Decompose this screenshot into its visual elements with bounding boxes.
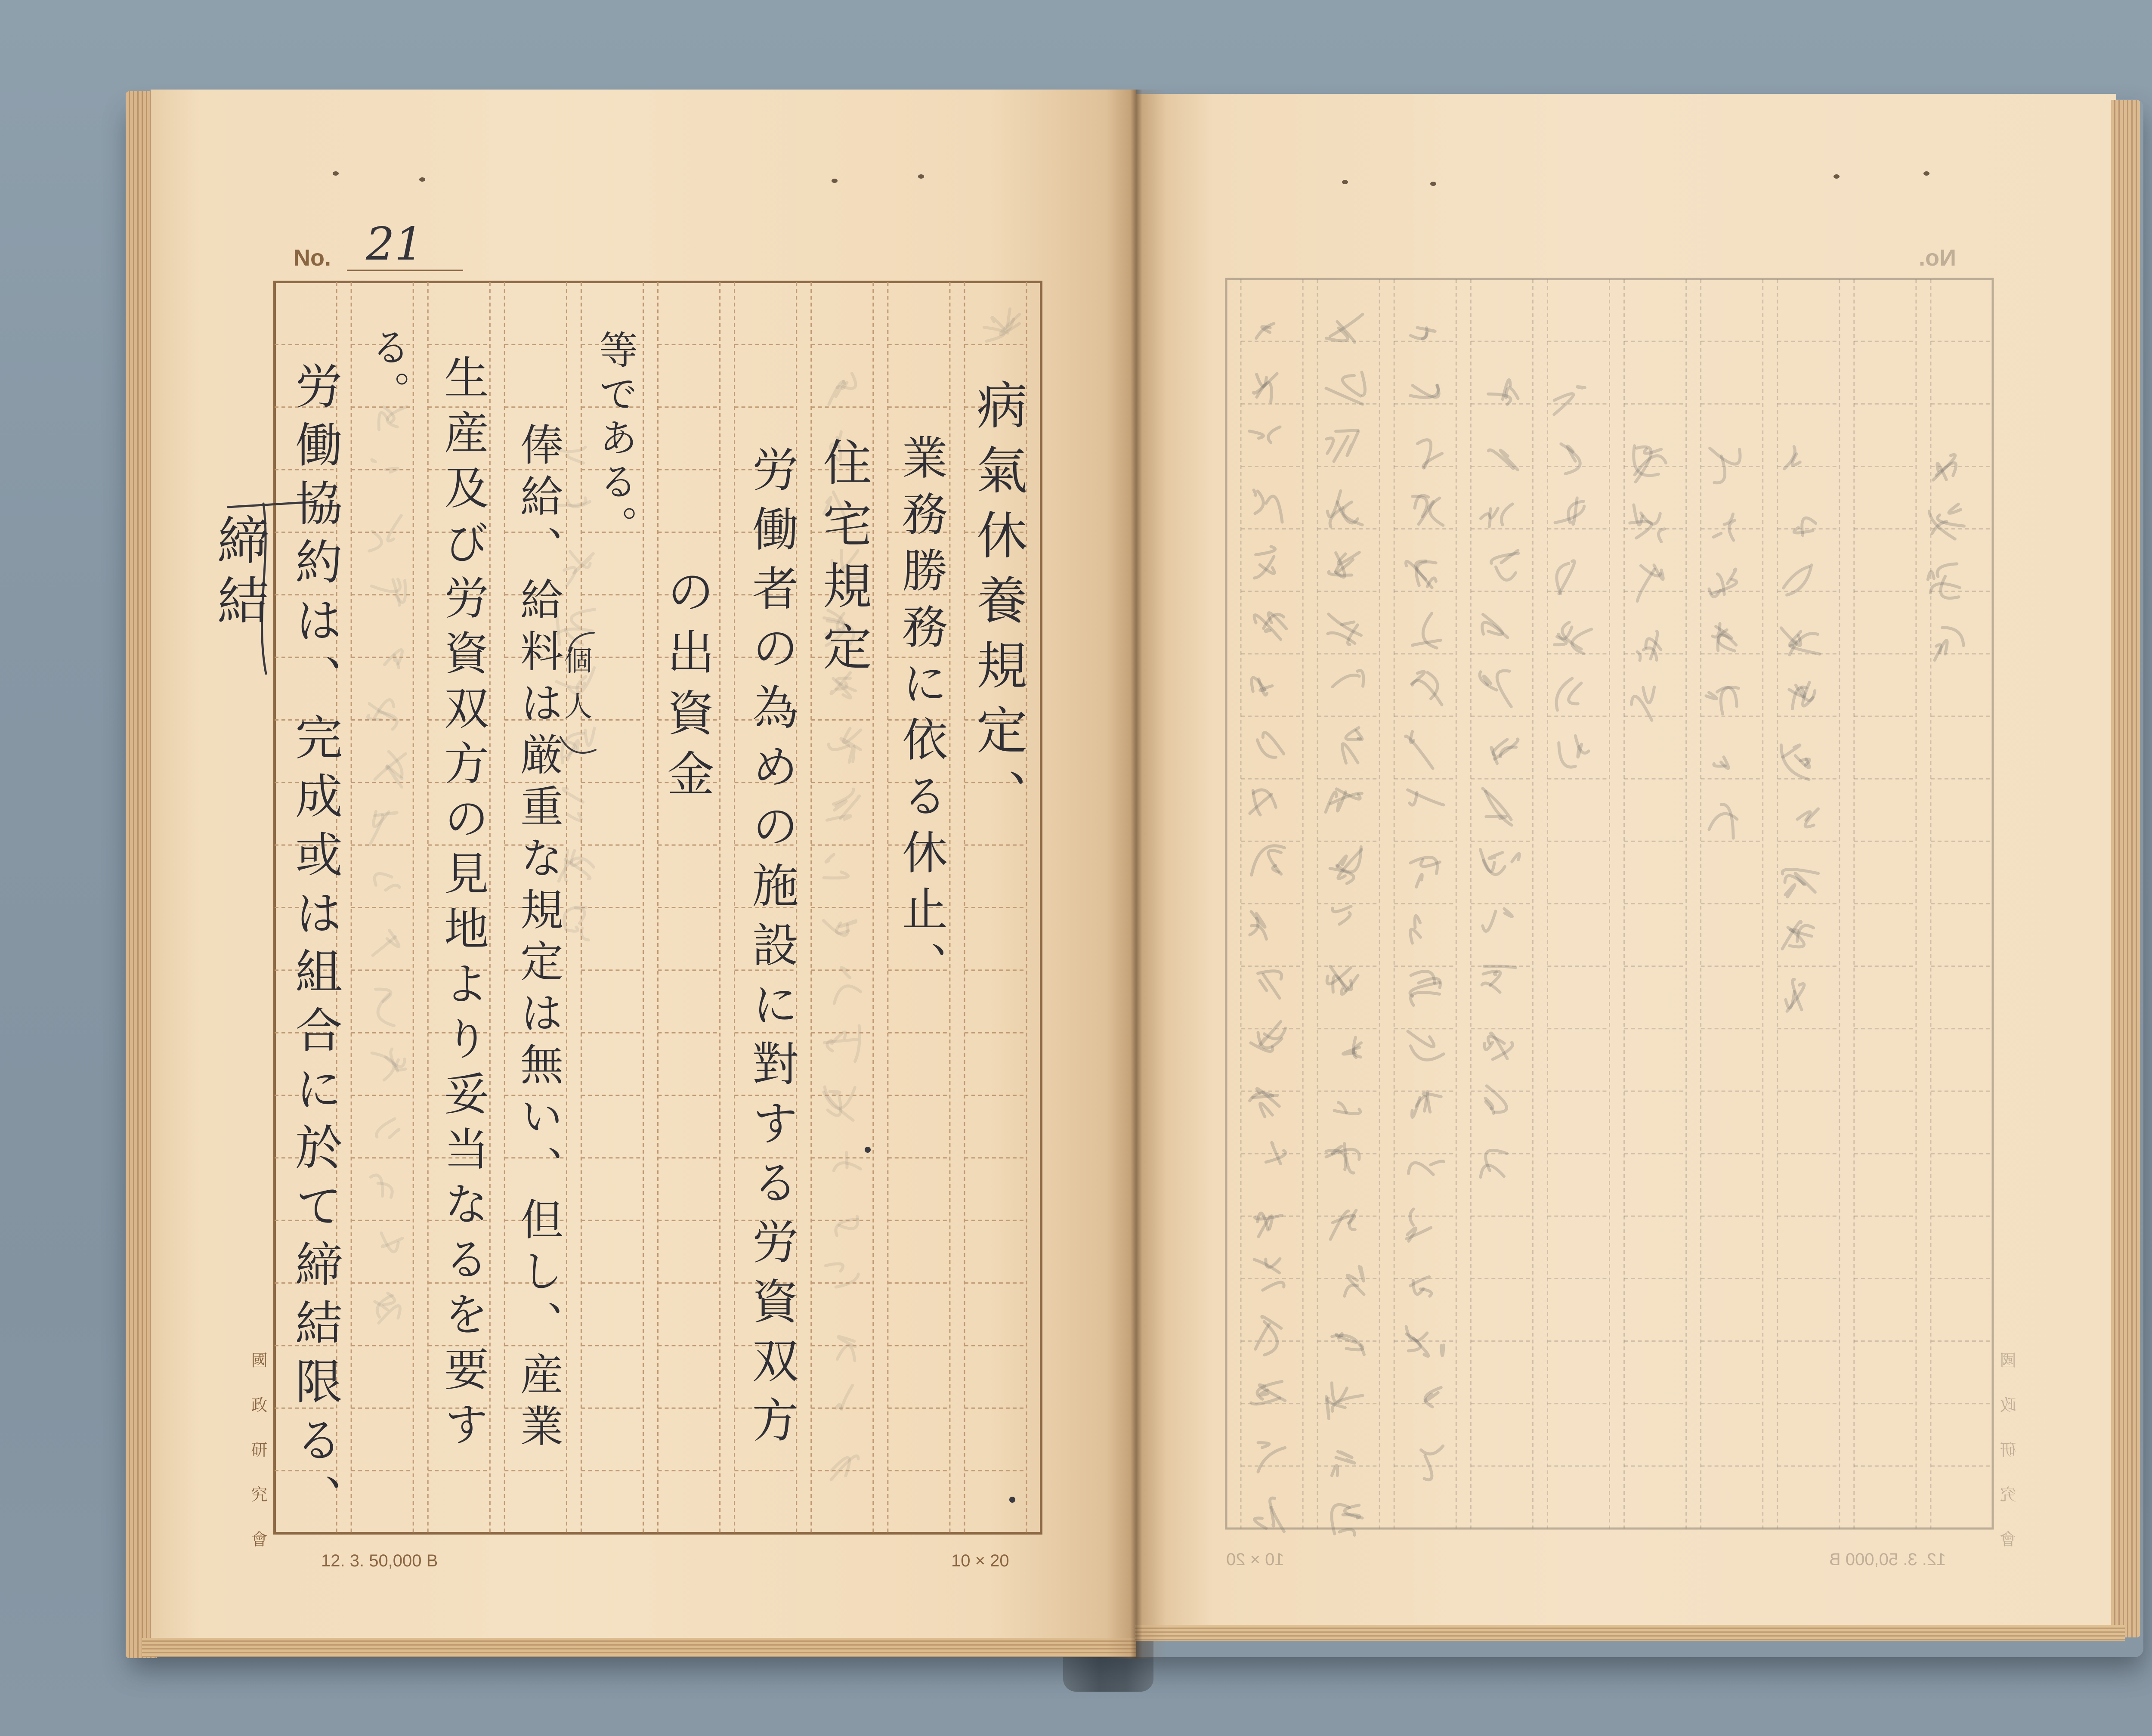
bleed-through-stroke xyxy=(390,1129,399,1138)
bleed-through-stroke xyxy=(1785,885,1795,897)
bleed-through-stroke xyxy=(834,986,860,1003)
bleed-through-stroke xyxy=(1343,502,1362,525)
bleed-through-stroke xyxy=(1338,1451,1352,1457)
bleed-through-stroke xyxy=(1481,514,1490,527)
bleed-through-stroke xyxy=(1483,860,1494,872)
bleed-through-stroke xyxy=(1408,790,1444,805)
bleed-through-stroke xyxy=(1431,1161,1444,1165)
bleed-through-stroke xyxy=(1783,745,1800,757)
print-code: 12. 3. 50,000 B xyxy=(321,1551,438,1570)
bleed-through-stroke xyxy=(376,989,391,1002)
bleed-through-stroke xyxy=(1263,974,1280,998)
bleed-through-stroke xyxy=(1421,1446,1443,1454)
bleed-through-stroke xyxy=(1786,992,1794,1008)
bleed-through-stroke xyxy=(1254,490,1256,495)
page-number-label: No. xyxy=(294,245,331,271)
bleed-through-stroke xyxy=(1416,875,1422,887)
handwriting-column-2: 業務勝務に依る休止、 xyxy=(895,434,948,998)
bleed-through-stroke xyxy=(1255,1324,1270,1349)
bleed-through-stroke xyxy=(1937,564,1957,576)
bleed-through-stroke xyxy=(1489,853,1503,859)
right-page-bleed-through xyxy=(1249,314,1964,1535)
bleed-through-stroke xyxy=(564,567,576,585)
pencil-dot xyxy=(1009,1497,1015,1503)
bleed-through-stroke xyxy=(1258,1443,1269,1448)
bleed-through-stroke xyxy=(575,908,585,923)
handwriting-column-5: の出資金 xyxy=(659,567,714,810)
bleed-through-stroke xyxy=(1559,743,1576,767)
bleed-through-stroke xyxy=(374,874,392,885)
bleed-through-stroke xyxy=(372,460,375,462)
bleed-through-stroke xyxy=(1415,916,1420,927)
bleed-through-stroke xyxy=(1569,683,1581,704)
grid-format-label: 10 × 20 xyxy=(951,1551,1009,1570)
pencil-dot xyxy=(865,1147,871,1153)
bleed-through-stroke xyxy=(1658,529,1664,542)
bleed-through-stroke xyxy=(1645,449,1661,453)
bleed-through-stroke xyxy=(1936,645,1942,653)
bleed-through-stroke xyxy=(567,927,578,931)
bleed-through-stroke xyxy=(373,937,395,955)
handwriting-column-8: 生産及び労資双方の見地より妥当なるを要す xyxy=(436,354,489,1456)
bleed-through-stroke xyxy=(1260,1103,1273,1117)
handwriting-column-3: 住宅規定 xyxy=(815,437,872,683)
mirrored-page-number-label: No. xyxy=(1919,245,1956,271)
bleed-through-stroke xyxy=(1330,1211,1348,1239)
bleed-through-stroke xyxy=(1258,1448,1285,1472)
bleed-through-stroke xyxy=(1710,448,1740,464)
bleed-through-stroke xyxy=(571,610,594,627)
bleed-through-stroke xyxy=(1441,1345,1444,1355)
handwritten-margin-note: 締結 xyxy=(209,514,269,634)
bleed-through-stroke xyxy=(837,1346,855,1361)
binding-hole-mark xyxy=(419,177,425,182)
bleed-through-stroke xyxy=(371,1175,382,1196)
bleed-through-stroke xyxy=(1423,1093,1441,1096)
bleed-through-stroke xyxy=(1949,504,1961,513)
binding-hole-mark xyxy=(1834,174,1840,179)
bleed-through-stroke xyxy=(841,1385,853,1409)
bleed-through-stroke xyxy=(1265,629,1270,631)
bleed-through-stroke xyxy=(1410,1209,1413,1225)
binding-hole-mark xyxy=(1430,182,1436,186)
binding-hole-mark xyxy=(918,174,924,179)
bleed-through-stroke xyxy=(378,1183,392,1198)
bleed-through-stroke xyxy=(1408,1031,1434,1047)
bleed-through-stroke xyxy=(826,1264,843,1271)
bleed-through-stroke xyxy=(1417,328,1435,331)
handwriting-column-9: る。 xyxy=(365,327,411,415)
bleed-through-stroke xyxy=(1577,387,1585,388)
bleed-through-stroke xyxy=(1795,873,1815,892)
mirrored-publisher-imprint: 國政研究會 xyxy=(2001,1352,2019,1575)
bleed-through-stroke xyxy=(388,516,401,541)
bleed-through-stroke xyxy=(1263,733,1283,754)
bleed-through-stroke xyxy=(1256,547,1275,555)
bleed-through-stroke xyxy=(1797,812,1810,820)
bleed-through-stroke xyxy=(1790,645,1820,654)
bleed-through-stroke xyxy=(1332,1335,1364,1355)
bleed-through-stroke xyxy=(1258,971,1282,979)
bleed-through-stroke xyxy=(824,872,848,878)
binding-hole-mark xyxy=(832,179,838,183)
bleed-through-stroke xyxy=(1497,671,1511,707)
bleed-through-stroke xyxy=(1334,436,1348,461)
bleed-through-stroke xyxy=(832,1457,850,1476)
bleed-through-stroke xyxy=(370,815,383,845)
bleed-through-stroke xyxy=(1406,1327,1427,1341)
mirrored-grid-format-label: 10 × 20 xyxy=(1226,1550,1284,1569)
bleed-through-stroke xyxy=(1257,740,1276,758)
bleed-through-stroke xyxy=(836,1274,858,1287)
handwritten-page-number: 21 xyxy=(366,218,424,270)
bleed-through-stroke xyxy=(829,744,848,749)
bleed-through-stroke xyxy=(841,968,850,978)
bleed-through-stroke xyxy=(1249,431,1264,439)
bleed-through-stroke xyxy=(830,1092,840,1095)
bleed-through-stroke xyxy=(1410,993,1439,1006)
bleed-through-stroke xyxy=(1410,1046,1444,1060)
handwritten-insertion-note: 個人 xyxy=(559,646,592,737)
bleed-through-stroke xyxy=(1342,376,1360,396)
bleed-through-stroke xyxy=(1255,1518,1266,1529)
bleed-through-stroke xyxy=(826,854,834,862)
handwriting-column-1: 病氣休養規定、 xyxy=(968,379,1027,834)
bleed-through-stroke xyxy=(1357,671,1364,687)
handwriting-column-6: 等である。 xyxy=(592,330,637,549)
bleed-through-stroke xyxy=(1326,438,1333,454)
bleed-through-stroke xyxy=(1260,981,1267,990)
bleed-through-stroke xyxy=(1332,1466,1337,1476)
mirrored-print-code: 12. 3. 50,000 B xyxy=(1829,1550,1946,1569)
binding-hole-mark xyxy=(1342,180,1348,184)
bleed-through-stroke xyxy=(1495,739,1518,759)
bleed-through-stroke xyxy=(1483,911,1496,931)
bleed-through-stroke xyxy=(1342,622,1354,625)
bleed-through-stroke xyxy=(1481,1165,1504,1177)
bleed-through-stroke xyxy=(1260,1390,1268,1395)
bleed-through-stroke xyxy=(844,728,861,743)
handwriting-column-7: 俸給、給料は厳重な規定は無い、但し、産業 xyxy=(513,422,563,1455)
bleed-through-stroke xyxy=(849,746,854,762)
bleed-through-stroke xyxy=(1784,566,1809,588)
bleed-through-stroke xyxy=(1339,913,1350,924)
bleed-through-stroke xyxy=(567,814,581,820)
bleed-through-stroke xyxy=(1410,929,1421,943)
bleed-through-stroke xyxy=(827,816,851,820)
right-manuscript-grid-mirrored xyxy=(1226,279,1993,1529)
bleed-through-stroke xyxy=(1362,372,1365,396)
bleed-through-stroke xyxy=(1637,569,1654,601)
bleed-through-stroke xyxy=(1637,652,1640,660)
bleed-through-stroke xyxy=(1713,533,1721,537)
bleed-through-stroke xyxy=(1502,504,1512,525)
bleed-through-stroke xyxy=(1485,792,1512,826)
bleed-through-stroke xyxy=(1336,430,1358,431)
bleed-through-stroke xyxy=(1268,427,1280,443)
bleed-through-stroke xyxy=(1263,1282,1284,1290)
bleed-through-stroke xyxy=(1486,816,1506,818)
bleed-through-stroke xyxy=(1504,909,1512,916)
bleed-through-stroke xyxy=(581,928,588,940)
bleed-through-stroke xyxy=(1327,968,1351,984)
handwriting-column-4: 労働者の為めの施設に對する労資双方 xyxy=(744,446,798,1455)
bleed-through-stroke xyxy=(1343,1047,1359,1054)
bleed-through-stroke xyxy=(1333,906,1351,912)
bleed-through-stroke xyxy=(1326,388,1363,404)
bleed-through-stroke xyxy=(386,885,399,890)
bleed-through-stroke xyxy=(1329,572,1352,575)
binding-hole-mark xyxy=(333,171,339,176)
bleed-through-stroke xyxy=(379,1306,400,1323)
bleed-through-stroke xyxy=(1410,792,1417,805)
bleed-through-stroke xyxy=(1412,1098,1420,1117)
bleed-through-stroke xyxy=(369,531,382,551)
binding-hole-mark xyxy=(1923,171,1929,176)
bleed-through-stroke xyxy=(1512,854,1520,862)
bleed-through-stroke xyxy=(1266,1259,1280,1267)
bleed-through-stroke xyxy=(1782,870,1818,874)
bleed-through-stroke xyxy=(1643,687,1654,703)
bleed-through-stroke xyxy=(1496,567,1516,580)
bleed-through-stroke xyxy=(1337,847,1361,872)
bleed-through-stroke xyxy=(1424,1456,1432,1480)
publisher-imprint: 國政研究會 xyxy=(248,1352,266,1575)
bleed-through-stroke xyxy=(1721,805,1733,838)
bleed-through-stroke xyxy=(855,1026,860,1061)
bleed-through-stroke xyxy=(1266,496,1282,522)
bleed-through-stroke xyxy=(1342,744,1358,763)
handwriting-column-10: 労働協約は、完成或は組合に於て締結限る、 xyxy=(288,362,343,1532)
bleed-through-stroke xyxy=(1339,1529,1354,1535)
bleed-through-stroke xyxy=(1706,693,1716,699)
bleed-through-stroke xyxy=(1333,675,1359,687)
